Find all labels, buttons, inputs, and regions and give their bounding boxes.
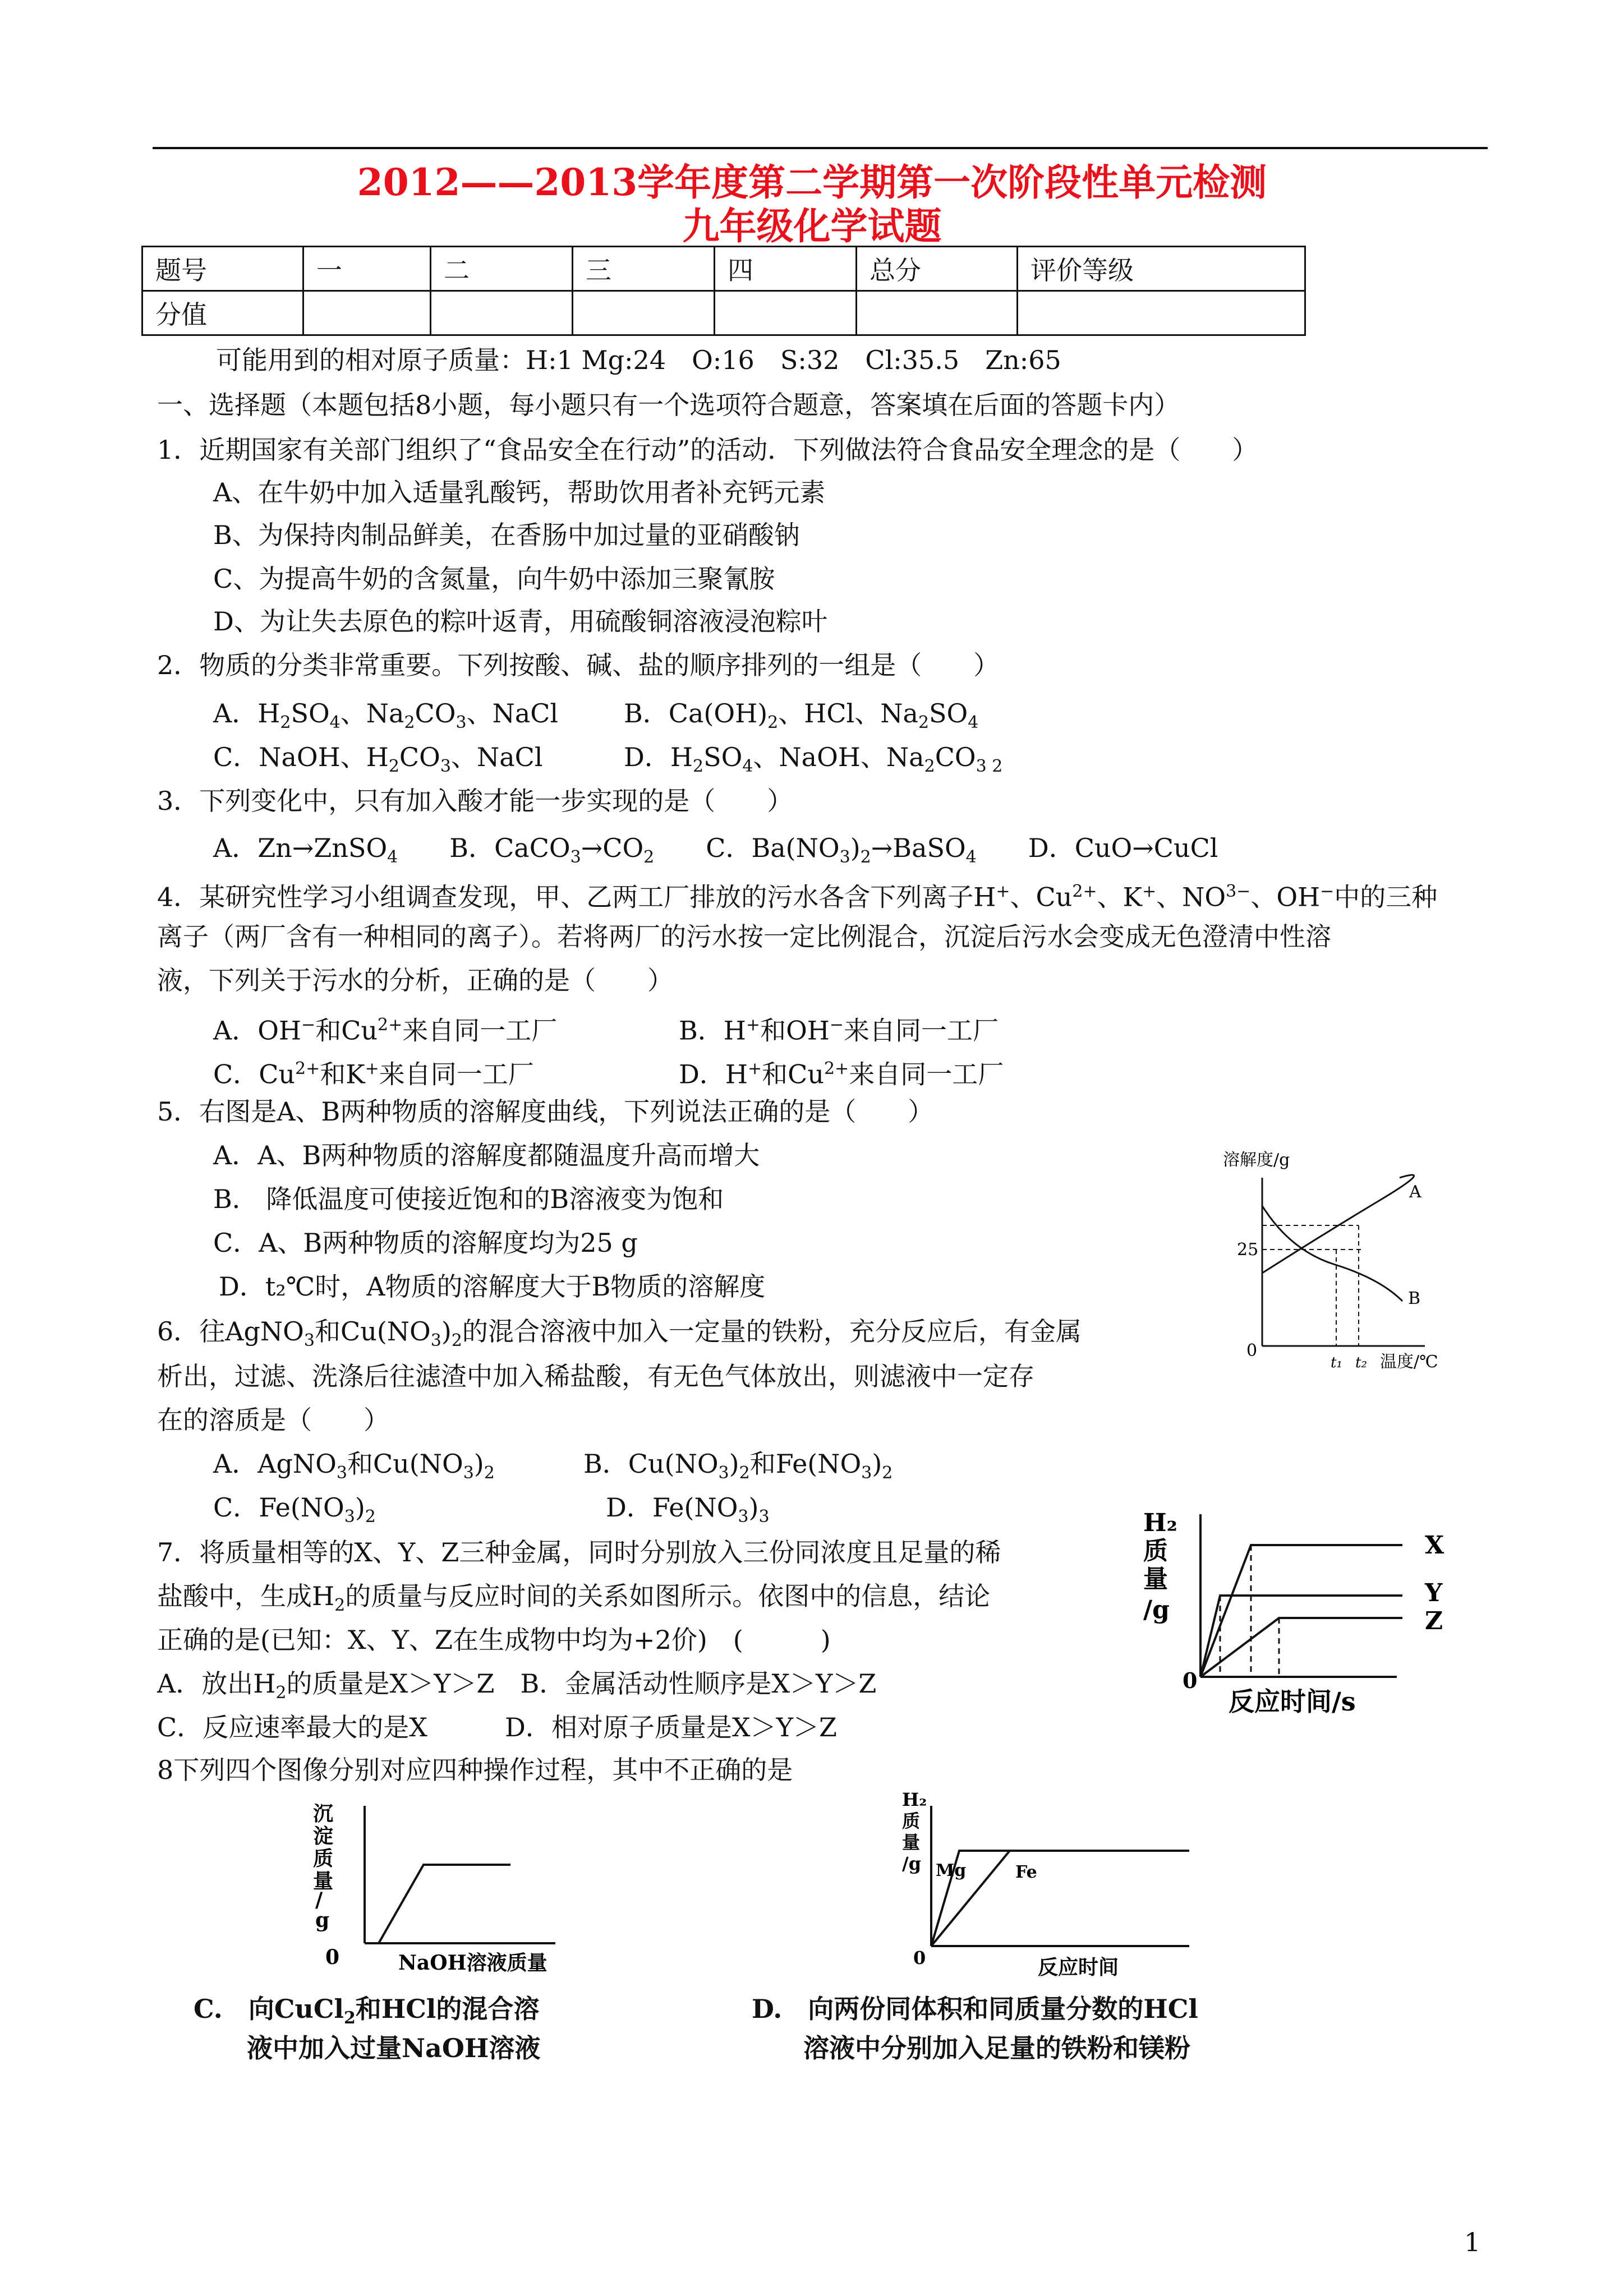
series-y-label: Y [1425, 1579, 1443, 1607]
table-cell[interactable] [303, 291, 431, 335]
question-8-option-d-line1: D. 向两份同体积和同质量分数的HCl [752, 1994, 1198, 2024]
question-8-stem: 8下列四个图像分别对应四种操作过程，其中不正确的是 [157, 1755, 793, 1785]
question-1-option-a: A、在牛奶中加入适量乳酸钙，帮助饮用者补充钙元素 [213, 477, 826, 508]
table-cell: 题号 [142, 247, 303, 291]
table-cell: 四 [715, 247, 857, 291]
solubility-chart [1212, 1144, 1481, 1391]
question-2-option-b: B．$Ca(OH)_2$、HCl、$Na_2SO_4$ [624, 698, 979, 733]
series-y-line [1200, 1596, 1402, 1677]
question-6-stem-line2: 析出，过滤、洗涤后往滤渣中加入稀盐酸，有无色气体放出，则滤液中一定存 [157, 1361, 1034, 1391]
section-heading: 一、选择题（本题包括8小题，每小题只有一个选项符合题意，答案填在后面的答题卡内） [157, 390, 1180, 420]
question-7-options-ab: A．放出$H_2$的质量是X＞Y＞Z B．金属活动性顺序是X＞Y＞Z [157, 1668, 877, 1703]
chart-y-label-line: 质 [902, 1810, 921, 1832]
origin-label: 0 [913, 1947, 926, 1968]
question-6-option-d: D．$Fe(NO_3)_3$ [606, 1492, 770, 1527]
question-8-option-c-line1: C. 向CuCl$_2$和HCl的混合溶 [194, 1994, 540, 2028]
chart-y-label-line: 量 [902, 1832, 921, 1853]
question-1-option-d: D、为让失去原色的粽叶返青，用硫酸铜溶液浸泡粽叶 [213, 606, 827, 637]
table-cell[interactable] [573, 291, 715, 335]
question-2-option-c: C．NaOH、$H_2CO_3$、NaCl [213, 742, 543, 777]
origin-label: 0 [1183, 1668, 1198, 1693]
table-cell[interactable] [1018, 291, 1305, 335]
question-4-stem-line3: 液，下列关于污水的分析，正确的是（ ） [157, 965, 673, 995]
chart-y-label-line: 质 [313, 1847, 334, 1870]
precipitate-chart [303, 1795, 595, 1980]
question-2-stem: 2．物质的分类非常重要。下列按酸、碱、盐的顺序排列的一组是（ ） [157, 650, 1000, 680]
chart-y-label-line: /g [1143, 1596, 1170, 1624]
question-6-stem-line3: 在的溶质是（ ） [157, 1405, 389, 1435]
question-4-option-b: B．H+和OH−来自同一工厂 [679, 1015, 999, 1046]
table-cell: 三 [573, 247, 715, 291]
question-4-stem-line1: 4．某研究性学习小组调查发现，甲、乙两工厂排放的污水各含下列离子H+、$Cu^{2+}$、K+、$NO^{3-}$、OH−中的三种 [157, 882, 1438, 912]
series-z-line [1200, 1618, 1402, 1677]
chart-y-label-line: /g [902, 1853, 922, 1874]
chart-y-label-line: / [315, 1888, 323, 1912]
question-7-stem-line3: 正确的是(已知：X、Y、Z在生成物中均为+2价) ( ) [157, 1625, 831, 1655]
question-1-stem: 1．近期国家有关部门组织了“食品安全在行动”的活动．下列做法符合食品安全理念的是（ ） [157, 435, 1258, 465]
chart-y-label-line: H₂ [1143, 1509, 1177, 1537]
question-6-option-b: B．$Cu(NO_3)_2$和$Fe(NO_3)_2$ [583, 1449, 893, 1483]
chart-y-label-line: 沉 [313, 1802, 334, 1825]
series-x-label: X [1425, 1531, 1444, 1560]
chart-y-label-line: 量 [313, 1869, 334, 1893]
table-cell: 总分 [857, 247, 1018, 291]
curve-b-label: B [1408, 1289, 1421, 1308]
chart-y-label-line: g [315, 1908, 330, 1932]
origin-label: 0 [325, 1945, 340, 1969]
question-3-stem: 3．下列变化中，只有加入酸才能一步实现的是（ ） [157, 786, 793, 816]
question-4-stem-line2: 离子（两厂含有一种相同的离子）。若将两厂的污水按一定比例混合，沉淀后污水会变成无色澄清中性溶 [157, 921, 1331, 952]
table-row [142, 291, 1305, 335]
series-mg-label: Mg [936, 1861, 967, 1880]
series-z-label: Z [1425, 1607, 1443, 1635]
table-cell[interactable] [431, 291, 573, 335]
top-rule [153, 147, 1488, 149]
question-4-option-d: D．H+和$Cu^{2+}$来自同一工厂 [679, 1059, 1004, 1090]
h2-mg-fe-chart [898, 1783, 1223, 1985]
table-cell: 一 [303, 247, 431, 291]
chart-y-label-line: 量 [1143, 1565, 1168, 1593]
series-fe-label: Fe [1015, 1862, 1037, 1882]
question-2-option-d: D．$H_2SO_4$、NaOH、$Na_2CO_{3 2}$ [624, 742, 1003, 777]
question-4-option-c: C．$Cu^{2+}$和K+来自同一工厂 [213, 1059, 534, 1090]
table-cell: 分值 [142, 291, 303, 335]
chart-x-label: NaOH溶液质量 [398, 1951, 548, 1975]
h2-xyz-chart [1133, 1503, 1481, 1727]
question-8-option-c-line2: 液中加入过量NaOH溶液 [247, 2033, 541, 2063]
question-2-option-a: A．$H_2SO_4$、$Na_2CO_3$、NaCl [213, 698, 559, 733]
question-5-option-b: B． 降低温度可使接近饱和的B溶液变为饱和 [213, 1184, 724, 1214]
chart-y-label-line: H₂ [902, 1789, 927, 1810]
y-tick-25: 25 [1237, 1240, 1259, 1260]
chart-y-label: 溶解度/g [1223, 1150, 1290, 1170]
origin-label: 0 [1246, 1341, 1258, 1361]
curve-a-label: A [1409, 1182, 1421, 1202]
question-6-stem-line1: 6．往AgNO$_3$和$Cu(NO_3)_2$的混合溶液中加入一定量的铁粉，充分反应后，有金属 [157, 1316, 1082, 1351]
score-table [141, 246, 1306, 336]
curve-b [1262, 1206, 1402, 1301]
table-cell: 评价等级 [1018, 247, 1305, 291]
question-7-options-cd: C．反应速率最大的是X D．相对原子质量是X＞Y＞Z [157, 1712, 837, 1742]
table-cell: 二 [431, 247, 573, 291]
page-title: 2012——2013学年度第二学期第一次阶段性单元检测 [357, 160, 1267, 204]
page-subtitle: 九年级化学试题 [682, 204, 942, 248]
question-8-option-d-line2: 溶液中分别加入足量的铁粉和镁粉 [803, 2033, 1190, 2063]
question-4-option-a: A．OH−和$Cu^{2+}$来自同一工厂 [213, 1015, 558, 1046]
atomic-mass-line: 可能用到的相对原子质量：H:1 Mg:24 O:16 S:32 Cl:35.5 Zn:65 [216, 345, 1061, 375]
table-cell[interactable] [715, 291, 857, 335]
question-7-stem-line2: 盐酸中，生成$H_2$的质量与反应时间的关系如图所示。依图中的信息，结论 [157, 1581, 991, 1616]
question-5-option-a: A．A、B两种物质的溶解度都随温度升高而增大 [213, 1140, 760, 1170]
curve-a [1262, 1175, 1414, 1273]
chart-x-label: 反应时间/s [1229, 1686, 1356, 1717]
chart-x-label: 温度/℃ [1380, 1352, 1438, 1372]
t1-label: t₁ [1331, 1354, 1342, 1371]
question-3-options: A．Zn→ZnSO$_4$ B．$CaCO_3\to CO_2$ C．$Ba(NO_3)_2\to BaSO_4$ D．CuO→CuCl [213, 833, 1218, 868]
table-cell[interactable] [857, 291, 1018, 335]
question-5-stem: 5．右图是A、B两种物质的溶解度曲线，下列说法正确的是（ ） [157, 1096, 934, 1127]
chart-y-label-line: 质 [1143, 1537, 1168, 1565]
t2-label: t₂ [1355, 1354, 1367, 1371]
question-5-option-c: C．A、B两种物质的溶解度均为25 g [213, 1228, 638, 1258]
chart-y-label-line: 淀 [313, 1824, 334, 1848]
question-5-option-d: D．t₂℃时，A物质的溶解度大于B物质的溶解度 [219, 1271, 766, 1302]
question-1-option-b: B、为保持肉制品鲜美，在香肠中加过量的亚硝酸钠 [213, 520, 800, 550]
table-row [142, 247, 1305, 291]
precipitate-line [379, 1865, 510, 1943]
chart-x-label: 反应时间 [1038, 1956, 1119, 1979]
page-number: 1 [1464, 2227, 1481, 2257]
series-x-line [1200, 1545, 1402, 1677]
question-6-option-a: A．AgNO$_3$和$Cu(NO_3)_2$ [213, 1449, 495, 1483]
question-1-option-c: C、为提高牛奶的含氮量，向牛奶中添加三聚氰胺 [213, 564, 775, 594]
question-6-option-c: C．$Fe(NO_3)_2$ [213, 1492, 376, 1527]
question-7-stem-line1: 7．将质量相等的X、Y、Z三种金属，同时分别放入三份同浓度且足量的稀 [157, 1537, 1001, 1567]
